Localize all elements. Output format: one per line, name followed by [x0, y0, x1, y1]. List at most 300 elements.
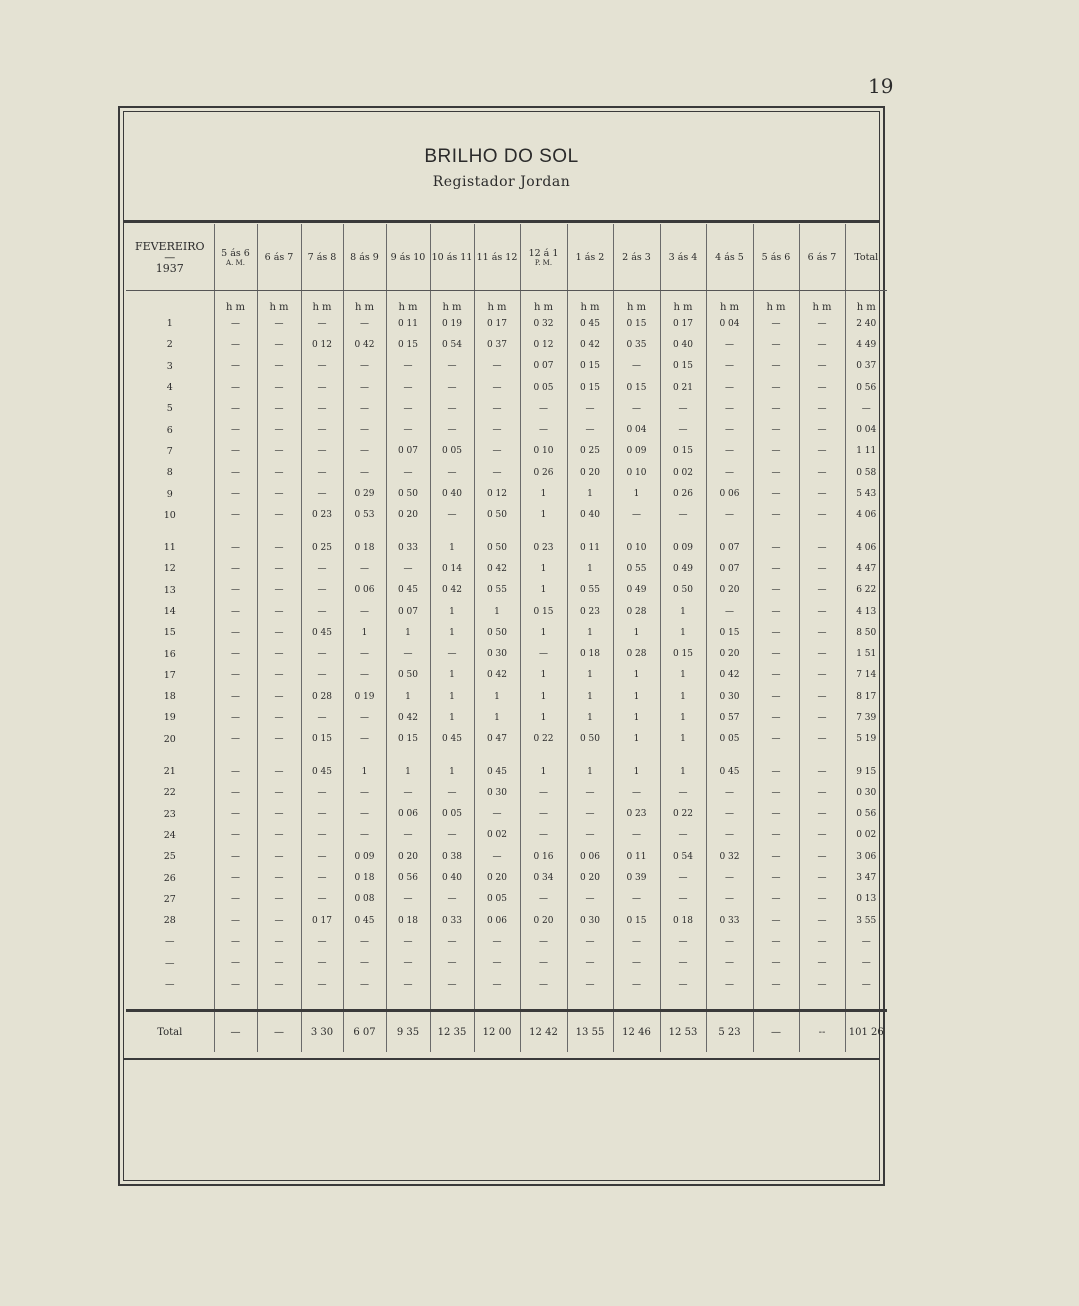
- units-cell: h m: [753, 291, 799, 314]
- spacer-cell: [567, 995, 613, 1011]
- hour-cell: —: [386, 931, 430, 952]
- hour-cell: 0 04: [613, 419, 660, 440]
- row-total-cell: 2 40: [845, 313, 887, 334]
- hour-cell: 1: [386, 686, 430, 707]
- column-header-3: [301, 224, 343, 291]
- hour-cell: 0 20: [706, 643, 753, 664]
- hour-cell: —: [430, 398, 474, 419]
- hour-cell: —: [613, 974, 660, 995]
- table-row: [126, 910, 887, 931]
- hour-cell: —: [301, 462, 343, 483]
- hour-cell: 0 47: [474, 729, 520, 750]
- column-header-label: 3 ás 4: [668, 251, 698, 263]
- hour-cell: —: [799, 804, 845, 825]
- hour-cell: —: [301, 867, 343, 888]
- spacer-cell: [753, 995, 799, 1011]
- row-total-cell: 4 49: [845, 334, 887, 355]
- month-label: FEVEREIRO: [134, 239, 205, 253]
- hour-cell: —: [430, 889, 474, 910]
- hour-cell: —: [214, 313, 257, 334]
- table-row: [126, 622, 887, 643]
- hour-cell: 0 04: [706, 313, 753, 334]
- day-cell: 15: [163, 627, 176, 639]
- spacer-cell: [430, 995, 474, 1011]
- hour-cell: 0 38: [430, 846, 474, 867]
- hour-cell: 0 23: [520, 537, 567, 558]
- hour-cell: 1: [430, 707, 474, 728]
- hour-cell: —: [301, 580, 343, 601]
- hour-cell: 0 20: [386, 505, 430, 526]
- hour-cell: —: [799, 462, 845, 483]
- hour-cell: —: [799, 867, 845, 888]
- hour-cell: 0 09: [660, 537, 706, 558]
- hour-cell: —: [567, 419, 613, 440]
- hour-cell: —: [753, 953, 799, 974]
- hour-cell: —: [567, 782, 613, 803]
- hour-cell: 0 23: [301, 505, 343, 526]
- hour-cell: 0 42: [430, 580, 474, 601]
- row-total-cell: 1 51: [845, 643, 887, 664]
- hour-cell: —: [386, 974, 430, 995]
- column-header-7: [474, 224, 520, 291]
- hour-cell: —: [753, 356, 799, 377]
- hour-cell: —: [753, 729, 799, 750]
- hour-cell: —: [214, 462, 257, 483]
- hour-cell: —: [520, 643, 567, 664]
- hour-cell: —: [214, 931, 257, 952]
- hour-cell: —: [386, 462, 430, 483]
- hour-cell: —: [343, 462, 386, 483]
- hour-cell: 0 15: [386, 729, 430, 750]
- hour-cell: 0 07: [520, 356, 567, 377]
- hour-cell: —: [301, 889, 343, 910]
- hour-cell: 0 45: [567, 313, 613, 334]
- units-cell: h m: [660, 291, 706, 314]
- table-row: [126, 761, 887, 782]
- hour-cell: 0 02: [660, 462, 706, 483]
- hour-cell: —: [214, 707, 257, 728]
- row-total-cell: 7 39: [845, 707, 887, 728]
- hour-cell: 0 50: [660, 580, 706, 601]
- hour-cell: —: [257, 334, 301, 355]
- units-cell: h m: [613, 291, 660, 314]
- total-cell: —: [257, 1011, 301, 1053]
- hour-cell: 0 53: [343, 505, 386, 526]
- hour-cell: 1: [343, 761, 386, 782]
- hour-cell: 0 56: [386, 867, 430, 888]
- row-total-cell: —: [845, 974, 887, 995]
- hour-cell: 0 42: [343, 334, 386, 355]
- hour-cell: —: [343, 931, 386, 952]
- hour-cell: 0 50: [474, 622, 520, 643]
- table-row: [126, 377, 887, 398]
- hour-cell: —: [343, 825, 386, 846]
- hour-cell: 0 17: [301, 910, 343, 931]
- hour-cell: —: [706, 974, 753, 995]
- hour-cell: —: [799, 643, 845, 664]
- hour-cell: —: [799, 931, 845, 952]
- hour-cell: —: [753, 313, 799, 334]
- hour-cell: 0 49: [660, 558, 706, 579]
- units-cell: h m: [430, 291, 474, 314]
- hour-cell: 0 15: [706, 622, 753, 643]
- page-title: BRILHO DO SOL: [424, 146, 579, 167]
- hour-cell: —: [430, 377, 474, 398]
- hour-cell: 0 15: [660, 643, 706, 664]
- spacer-cell: [753, 526, 799, 537]
- table-frame-inner: [123, 111, 884, 1181]
- hour-cell: 0 22: [520, 729, 567, 750]
- table-row: [126, 931, 887, 952]
- row-total-cell: 3 55: [845, 910, 887, 931]
- day-cell: 28: [163, 915, 176, 927]
- hour-cell: —: [799, 356, 845, 377]
- spacer-cell: [613, 526, 660, 537]
- total-cell: 12 42: [520, 1011, 567, 1053]
- hour-cell: 0 15: [613, 377, 660, 398]
- hour-cell: —: [257, 665, 301, 686]
- hour-cell: —: [799, 441, 845, 462]
- hour-cell: —: [257, 889, 301, 910]
- hour-cell: —: [660, 953, 706, 974]
- hour-cell: —: [753, 761, 799, 782]
- hour-cell: 1: [613, 761, 660, 782]
- units-cell: h m: [474, 291, 520, 314]
- hour-cell: —: [567, 398, 613, 419]
- day-cell: 24: [163, 829, 176, 841]
- hour-cell: —: [257, 643, 301, 664]
- hour-cell: —: [753, 601, 799, 622]
- hour-cell: 0 30: [567, 910, 613, 931]
- hour-cell: —: [301, 313, 343, 334]
- spacer-cell: [386, 526, 430, 537]
- column-header-label: 2 ás 3: [622, 251, 651, 263]
- hour-cell: 0 05: [474, 889, 520, 910]
- hour-cell: 1: [660, 686, 706, 707]
- hour-cell: —: [386, 782, 430, 803]
- units-cell: h m: [799, 291, 845, 314]
- hour-cell: —: [474, 953, 520, 974]
- hour-cell: 1: [613, 707, 660, 728]
- hour-cell: —: [386, 643, 430, 664]
- hour-cell: —: [706, 377, 753, 398]
- spacer-cell: [386, 995, 430, 1011]
- column-header-4: [343, 224, 386, 291]
- hour-cell: —: [214, 804, 257, 825]
- spacer-cell: [430, 526, 474, 537]
- hour-cell: —: [799, 953, 845, 974]
- hour-cell: 1: [430, 761, 474, 782]
- hour-cell: —: [613, 782, 660, 803]
- hour-cell: —: [301, 825, 343, 846]
- hour-cell: 0 28: [613, 643, 660, 664]
- day-cell: 12: [163, 563, 176, 575]
- hour-cell: 1: [567, 761, 613, 782]
- hour-cell: 0 20: [520, 910, 567, 931]
- table-row: [126, 686, 887, 707]
- spacer-cell: [126, 995, 214, 1011]
- hour-cell: 0 07: [706, 537, 753, 558]
- spacer-cell: [567, 526, 613, 537]
- hour-cell: —: [257, 707, 301, 728]
- hour-cell: —: [343, 782, 386, 803]
- hour-cell: —: [706, 419, 753, 440]
- hour-cell: —: [660, 782, 706, 803]
- hour-cell: 1: [520, 761, 567, 782]
- hour-cell: —: [520, 419, 567, 440]
- column-header-label: Total: [854, 251, 879, 263]
- column-header-sub: P. M.: [534, 258, 553, 267]
- hour-cell: —: [430, 782, 474, 803]
- hour-cell: 0 12: [520, 334, 567, 355]
- hour-cell: —: [753, 825, 799, 846]
- column-header-6: [430, 224, 474, 291]
- hour-cell: 1: [567, 707, 613, 728]
- hour-cell: 0 21: [660, 377, 706, 398]
- hour-cell: —: [799, 601, 845, 622]
- hour-cell: —: [706, 931, 753, 952]
- hour-cell: 0 06: [706, 483, 753, 504]
- hour-cell: —: [753, 537, 799, 558]
- table-row: [126, 558, 887, 579]
- spacer-cell: [430, 750, 474, 761]
- spacer-cell: [214, 526, 257, 537]
- total-cell: 6 07: [343, 1011, 386, 1053]
- hour-cell: —: [343, 601, 386, 622]
- hour-cell: 0 16: [520, 846, 567, 867]
- hour-cell: —: [474, 974, 520, 995]
- hour-cell: —: [799, 622, 845, 643]
- column-header-11: [660, 224, 706, 291]
- hour-cell: —: [214, 867, 257, 888]
- hour-cell: 1: [613, 665, 660, 686]
- column-header-8: [520, 224, 567, 291]
- hour-cell: 1: [430, 686, 474, 707]
- hour-cell: —: [520, 804, 567, 825]
- hour-cell: 0 06: [474, 910, 520, 931]
- hour-cell: 0 06: [343, 580, 386, 601]
- hour-cell: —: [799, 782, 845, 803]
- hour-cell: 0 20: [567, 867, 613, 888]
- day-cell: 1: [166, 318, 173, 330]
- hour-cell: —: [301, 931, 343, 952]
- hour-cell: —: [799, 313, 845, 334]
- row-total-cell: 9 15: [845, 761, 887, 782]
- hour-cell: 0 17: [474, 313, 520, 334]
- hour-cell: —: [214, 761, 257, 782]
- hour-cell: 0 26: [660, 483, 706, 504]
- hour-cell: —: [753, 334, 799, 355]
- day-cell: 9: [166, 488, 173, 500]
- hour-cell: —: [706, 867, 753, 888]
- hour-cell: —: [567, 953, 613, 974]
- table-row: [126, 707, 887, 728]
- day-cell: 3: [166, 360, 173, 372]
- hour-cell: —: [343, 558, 386, 579]
- column-header-row: [126, 224, 887, 291]
- hour-cell: —: [343, 707, 386, 728]
- hour-cell: —: [257, 804, 301, 825]
- hour-cell: —: [301, 804, 343, 825]
- hour-cell: 0 45: [430, 729, 474, 750]
- hour-cell: —: [567, 804, 613, 825]
- hour-cell: —: [753, 419, 799, 440]
- hour-cell: —: [343, 665, 386, 686]
- hour-cell: —: [430, 419, 474, 440]
- hour-cell: —: [301, 953, 343, 974]
- table-row: [126, 804, 887, 825]
- hour-cell: —: [257, 580, 301, 601]
- day-cell: 8: [166, 467, 173, 479]
- hour-cell: —: [706, 334, 753, 355]
- hour-cell: 1: [567, 665, 613, 686]
- hour-cell: —: [343, 313, 386, 334]
- hour-cell: —: [753, 558, 799, 579]
- table-row: [126, 462, 887, 483]
- hour-cell: 0 15: [613, 910, 660, 931]
- hour-cell: 0 50: [567, 729, 613, 750]
- hour-cell: —: [214, 601, 257, 622]
- hour-cell: 0 05: [520, 377, 567, 398]
- hour-cell: 0 23: [613, 804, 660, 825]
- row-total-cell: 3 06: [845, 846, 887, 867]
- column-header-label: 1 ás 2: [575, 251, 605, 263]
- hour-cell: —: [257, 931, 301, 952]
- hour-cell: 0 07: [706, 558, 753, 579]
- hour-cell: 0 40: [430, 867, 474, 888]
- hour-cell: —: [799, 398, 845, 419]
- hour-cell: —: [660, 889, 706, 910]
- units-cell: h m: [567, 291, 613, 314]
- hour-cell: —: [706, 804, 753, 825]
- hour-cell: 1: [567, 483, 613, 504]
- hour-cell: —: [257, 377, 301, 398]
- group-spacer: [126, 750, 887, 761]
- hour-cell: —: [799, 846, 845, 867]
- hour-cell: 0 06: [567, 846, 613, 867]
- day-cell: 14: [163, 606, 176, 617]
- hour-cell: —: [301, 398, 343, 419]
- hour-cell: —: [430, 505, 474, 526]
- hour-cell: 1: [520, 707, 567, 728]
- hour-cell: —: [386, 889, 430, 910]
- spacer-cell: [845, 750, 887, 761]
- column-header-9: [567, 224, 613, 291]
- column-header-15: [845, 224, 887, 291]
- hour-cell: —: [799, 505, 845, 526]
- hour-cell: —: [753, 505, 799, 526]
- hour-cell: 0 22: [660, 804, 706, 825]
- column-header-label: 6 ás 7: [807, 251, 837, 263]
- row-total-cell: 0 58: [845, 462, 887, 483]
- hour-cell: 1: [430, 537, 474, 558]
- table-row: [126, 643, 887, 664]
- page-number: 19: [868, 74, 894, 98]
- pre-total-spacer: [126, 995, 887, 1011]
- hour-cell: 1: [520, 505, 567, 526]
- hour-cell: —: [430, 462, 474, 483]
- hour-cell: 0 50: [474, 537, 520, 558]
- hour-cell: 0 40: [567, 505, 613, 526]
- hour-cell: —: [753, 643, 799, 664]
- row-total-cell: 5 43: [845, 483, 887, 504]
- column-header-1: [214, 224, 257, 291]
- hour-cell: 0 12: [301, 334, 343, 355]
- hour-cell: —: [214, 974, 257, 995]
- hour-cell: 0 05: [430, 804, 474, 825]
- hour-cell: 0 55: [474, 580, 520, 601]
- hour-cell: —: [257, 601, 301, 622]
- hour-cell: 1: [474, 601, 520, 622]
- hour-cell: 0 20: [386, 846, 430, 867]
- hour-cell: —: [706, 601, 753, 622]
- hour-cell: 0 18: [567, 643, 613, 664]
- day-cell: 7: [166, 445, 173, 457]
- hour-cell: —: [799, 665, 845, 686]
- hour-cell: 1: [567, 622, 613, 643]
- hour-cell: —: [660, 398, 706, 419]
- hour-cell: —: [520, 889, 567, 910]
- units-cell: h m: [386, 291, 430, 314]
- hour-cell: —: [753, 974, 799, 995]
- hour-cell: —: [474, 419, 520, 440]
- hour-cell: —: [214, 483, 257, 504]
- spacer-cell: [214, 995, 257, 1011]
- hour-cell: 0 09: [613, 441, 660, 462]
- hour-cell: —: [343, 398, 386, 419]
- spacer-cell: [126, 750, 214, 761]
- hour-cell: 1: [520, 580, 567, 601]
- hour-cell: —: [386, 558, 430, 579]
- table-row: [126, 356, 887, 377]
- hour-cell: —: [799, 889, 845, 910]
- spacer-cell: [613, 995, 660, 1011]
- table-row: [126, 580, 887, 601]
- month-header: [126, 224, 214, 291]
- day-cell: 13: [163, 584, 176, 596]
- spacer-cell: [474, 526, 520, 537]
- row-total-cell: 8 50: [845, 622, 887, 643]
- units-cell: h m: [343, 291, 386, 314]
- hour-cell: 0 20: [567, 462, 613, 483]
- units-cell: h m: [301, 291, 343, 314]
- table-row: [126, 867, 887, 888]
- total-cell: --: [799, 1011, 845, 1053]
- hour-cell: 0 11: [567, 537, 613, 558]
- spacer-cell: [613, 750, 660, 761]
- hour-cell: —: [430, 356, 474, 377]
- hour-cell: —: [474, 804, 520, 825]
- hour-cell: 0 07: [386, 601, 430, 622]
- hour-cell: 0 40: [430, 483, 474, 504]
- day-cell: 17: [163, 669, 176, 681]
- table-row: [126, 889, 887, 910]
- hour-cell: 1: [660, 761, 706, 782]
- row-total-cell: —: [845, 931, 887, 952]
- hour-cell: 0 11: [386, 313, 430, 334]
- hour-cell: 0 15: [660, 441, 706, 462]
- hour-cell: —: [474, 356, 520, 377]
- hour-cell: —: [799, 580, 845, 601]
- hour-cell: —: [753, 580, 799, 601]
- hour-cell: —: [301, 419, 343, 440]
- hour-cell: —: [799, 761, 845, 782]
- hour-cell: —: [214, 665, 257, 686]
- hour-cell: —: [257, 782, 301, 803]
- hour-cell: —: [301, 558, 343, 579]
- hour-cell: —: [799, 707, 845, 728]
- table-row: [126, 974, 887, 995]
